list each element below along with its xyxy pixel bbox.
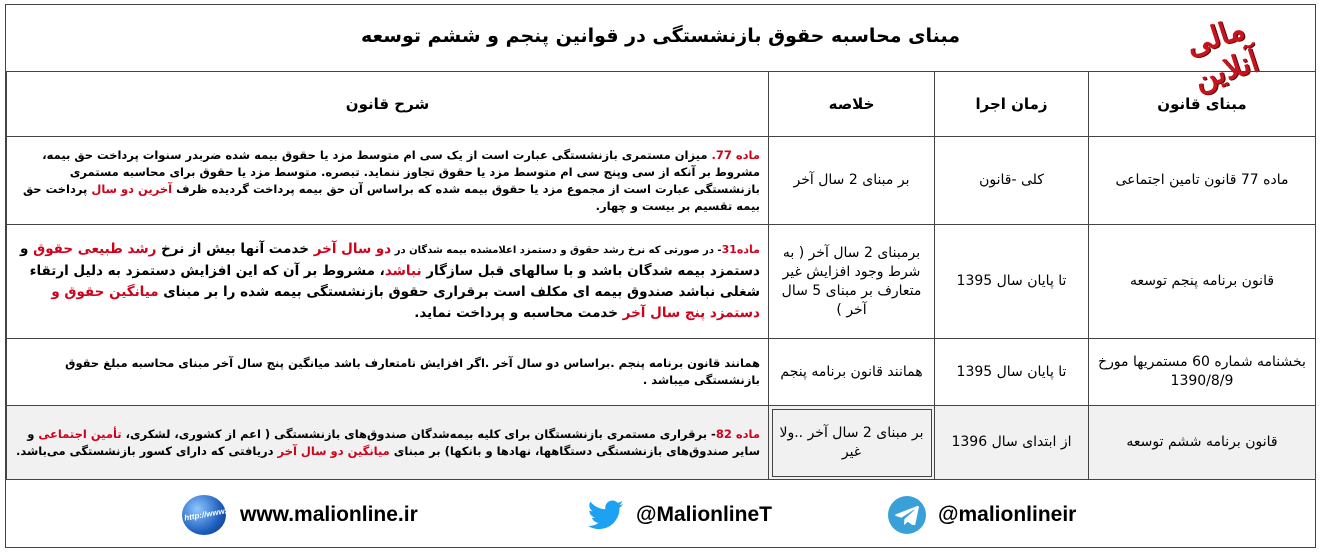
explanation-text: و دستمزد بیمه شدگان باشد و با سالهای قبل سازگار bbox=[20, 241, 760, 279]
telegram-icon bbox=[888, 496, 926, 534]
header-period: زمان اجرا bbox=[935, 72, 1089, 137]
explanation-text: خدمت محاسبه و پرداخت نماید. bbox=[414, 305, 623, 321]
cell-basis: قانون برنامه پنجم توسعه bbox=[1089, 225, 1316, 339]
explanation-text: همانند قانون برنامه پنجم .براساس دو سال آخر .اگر افزایش نامتعارف باشد میانگین پنج سال آخر مبنای محاسبه مبلغ حقوق بازنشستگی میباشد . bbox=[65, 356, 760, 387]
cell-explanation bbox=[7, 406, 769, 480]
website-text: www.malionline.ir bbox=[240, 503, 418, 526]
explanation-highlight: میانگین حقوق و دستمزد پنج سال آخر bbox=[51, 284, 760, 321]
explanation-text: دریافتی که دارای کسور بازنشستگی می‌باشد. bbox=[15, 443, 278, 458]
explanation-text: - برقراری مستمری بازنشستگان برای کلیه بیمه‌شدگان صندوق‌های بازنشستگی ( اعم از کشوری، لشکری، bbox=[121, 426, 716, 441]
explanation-text: پرداخت حق بیمه تقسیم بر بیست و چهار. bbox=[22, 181, 760, 213]
explanation-highlight: رشد طبیعی حقوق bbox=[33, 241, 157, 257]
explanation-text: ، مشروط بر آن که این افزایش دستمزد به دلیل ارتقاء شغلی نباشد صندوق بیمه ای مکلف است برقراری حقوق بازنشستگی بیمه شده را بر مبنای bbox=[29, 263, 760, 300]
footer bbox=[6, 480, 1315, 547]
header-row bbox=[7, 72, 1316, 137]
logo-text: مالی آنلاین bbox=[1181, 11, 1264, 98]
header-explanation: شرح قانون bbox=[7, 72, 769, 137]
article-label: ماده 77. bbox=[711, 147, 760, 162]
cell-summary: بر مبنای 2 سال آخر bbox=[769, 137, 935, 225]
cell-explanation bbox=[7, 225, 769, 339]
telegram-link[interactable] bbox=[888, 497, 1076, 533]
malionline-logo bbox=[1166, 11, 1276, 98]
explanation-highlight: آخرین دو سال bbox=[91, 181, 173, 196]
cell-basis: قانون برنامه ششم توسعه bbox=[1089, 406, 1316, 480]
cell-explanation bbox=[7, 339, 769, 406]
explanation-text: خدمت آنها بیش از نرخ bbox=[156, 241, 314, 257]
cell-period: از ابتدای سال 1396 bbox=[935, 406, 1089, 480]
explanation-small-text: - در صورتی که نرخ رشد حقوق و دستمزد اعلامشده بیمه شدگان در bbox=[391, 245, 722, 256]
article-label: ماده 82 bbox=[715, 426, 760, 441]
cell-basis: ماده 77 قانون تامین اجتماعی bbox=[1089, 137, 1316, 225]
globe-icon bbox=[182, 495, 226, 535]
cell-basis: بخشنامه شماره 60 مستمریها مورخ 1390/8/9 bbox=[1089, 339, 1316, 406]
explanation-highlight: تأمین اجتماعی bbox=[38, 426, 122, 441]
explanation-highlight: میانگین دو سال آخر bbox=[277, 443, 390, 458]
cell-explanation bbox=[7, 137, 769, 225]
law-comparison-table bbox=[6, 71, 1316, 480]
twitter-icon bbox=[586, 497, 626, 533]
explanation-text: و سایر صندوق‌های بازنشستگی دستگاهها، نهادها و بانکها) بر مبنای bbox=[27, 426, 760, 458]
explanation-highlight: نباشد bbox=[384, 263, 422, 279]
page-title: مبنای محاسبه حقوق بازنشستگی در قوانین پنجم و ششم توسعه bbox=[361, 25, 960, 47]
header-basis: مبنای قانون bbox=[1089, 72, 1316, 137]
cell-summary: همانند قانون برنامه پنجم bbox=[769, 339, 935, 406]
globe-label: http://www. bbox=[183, 506, 228, 523]
table-row bbox=[7, 137, 1316, 225]
telegram-plane-icon bbox=[895, 505, 919, 525]
website-link[interactable] bbox=[182, 497, 418, 533]
explanation-text: میزان مستمری بازنشستگی عبارت است از یک سی ام متوسط مزد یا حقوق بیمه شده ضربدر سنوات پرداخت حق بیمه، مشروط بر آنکه از سی وپنج سی ام متوسط مزد یا حقوق تجاوز ننماید. تبصره. متوسط مزد یا حقوق برای محاسبه مستمری بازنشستگی عبارت است از مجموع مزد یا حقوق بیمه شده که براساس آن حق بیمه پرداخت گردیده ظرف bbox=[42, 147, 760, 196]
explanation-highlight: دو سال آخر bbox=[313, 241, 392, 257]
article-label: ماده31 bbox=[721, 243, 760, 256]
cell-period: تا پایان سال 1395 bbox=[935, 225, 1089, 339]
table-row bbox=[7, 225, 1316, 339]
twitter-link[interactable] bbox=[586, 497, 772, 533]
cell-period: کلی -قانون bbox=[935, 137, 1089, 225]
twitter-handle: @MalionlineT bbox=[636, 503, 772, 526]
cell-summary: برمبنای 2 سال آخر ( به شرط وجود افزایش غیر متعارف بر مبنای 5 سال آخر ) bbox=[769, 225, 935, 339]
cell-period: تا پایان سال 1395 bbox=[935, 339, 1089, 406]
telegram-handle: @malionlineir bbox=[938, 503, 1077, 526]
cell-summary: بر مبنای 2 سال آخر ..ولا غیر bbox=[769, 406, 935, 480]
table-row bbox=[7, 406, 1316, 480]
header-summary: خلاصه bbox=[769, 72, 935, 137]
table-row bbox=[7, 339, 1316, 406]
title-bar bbox=[6, 5, 1315, 98]
